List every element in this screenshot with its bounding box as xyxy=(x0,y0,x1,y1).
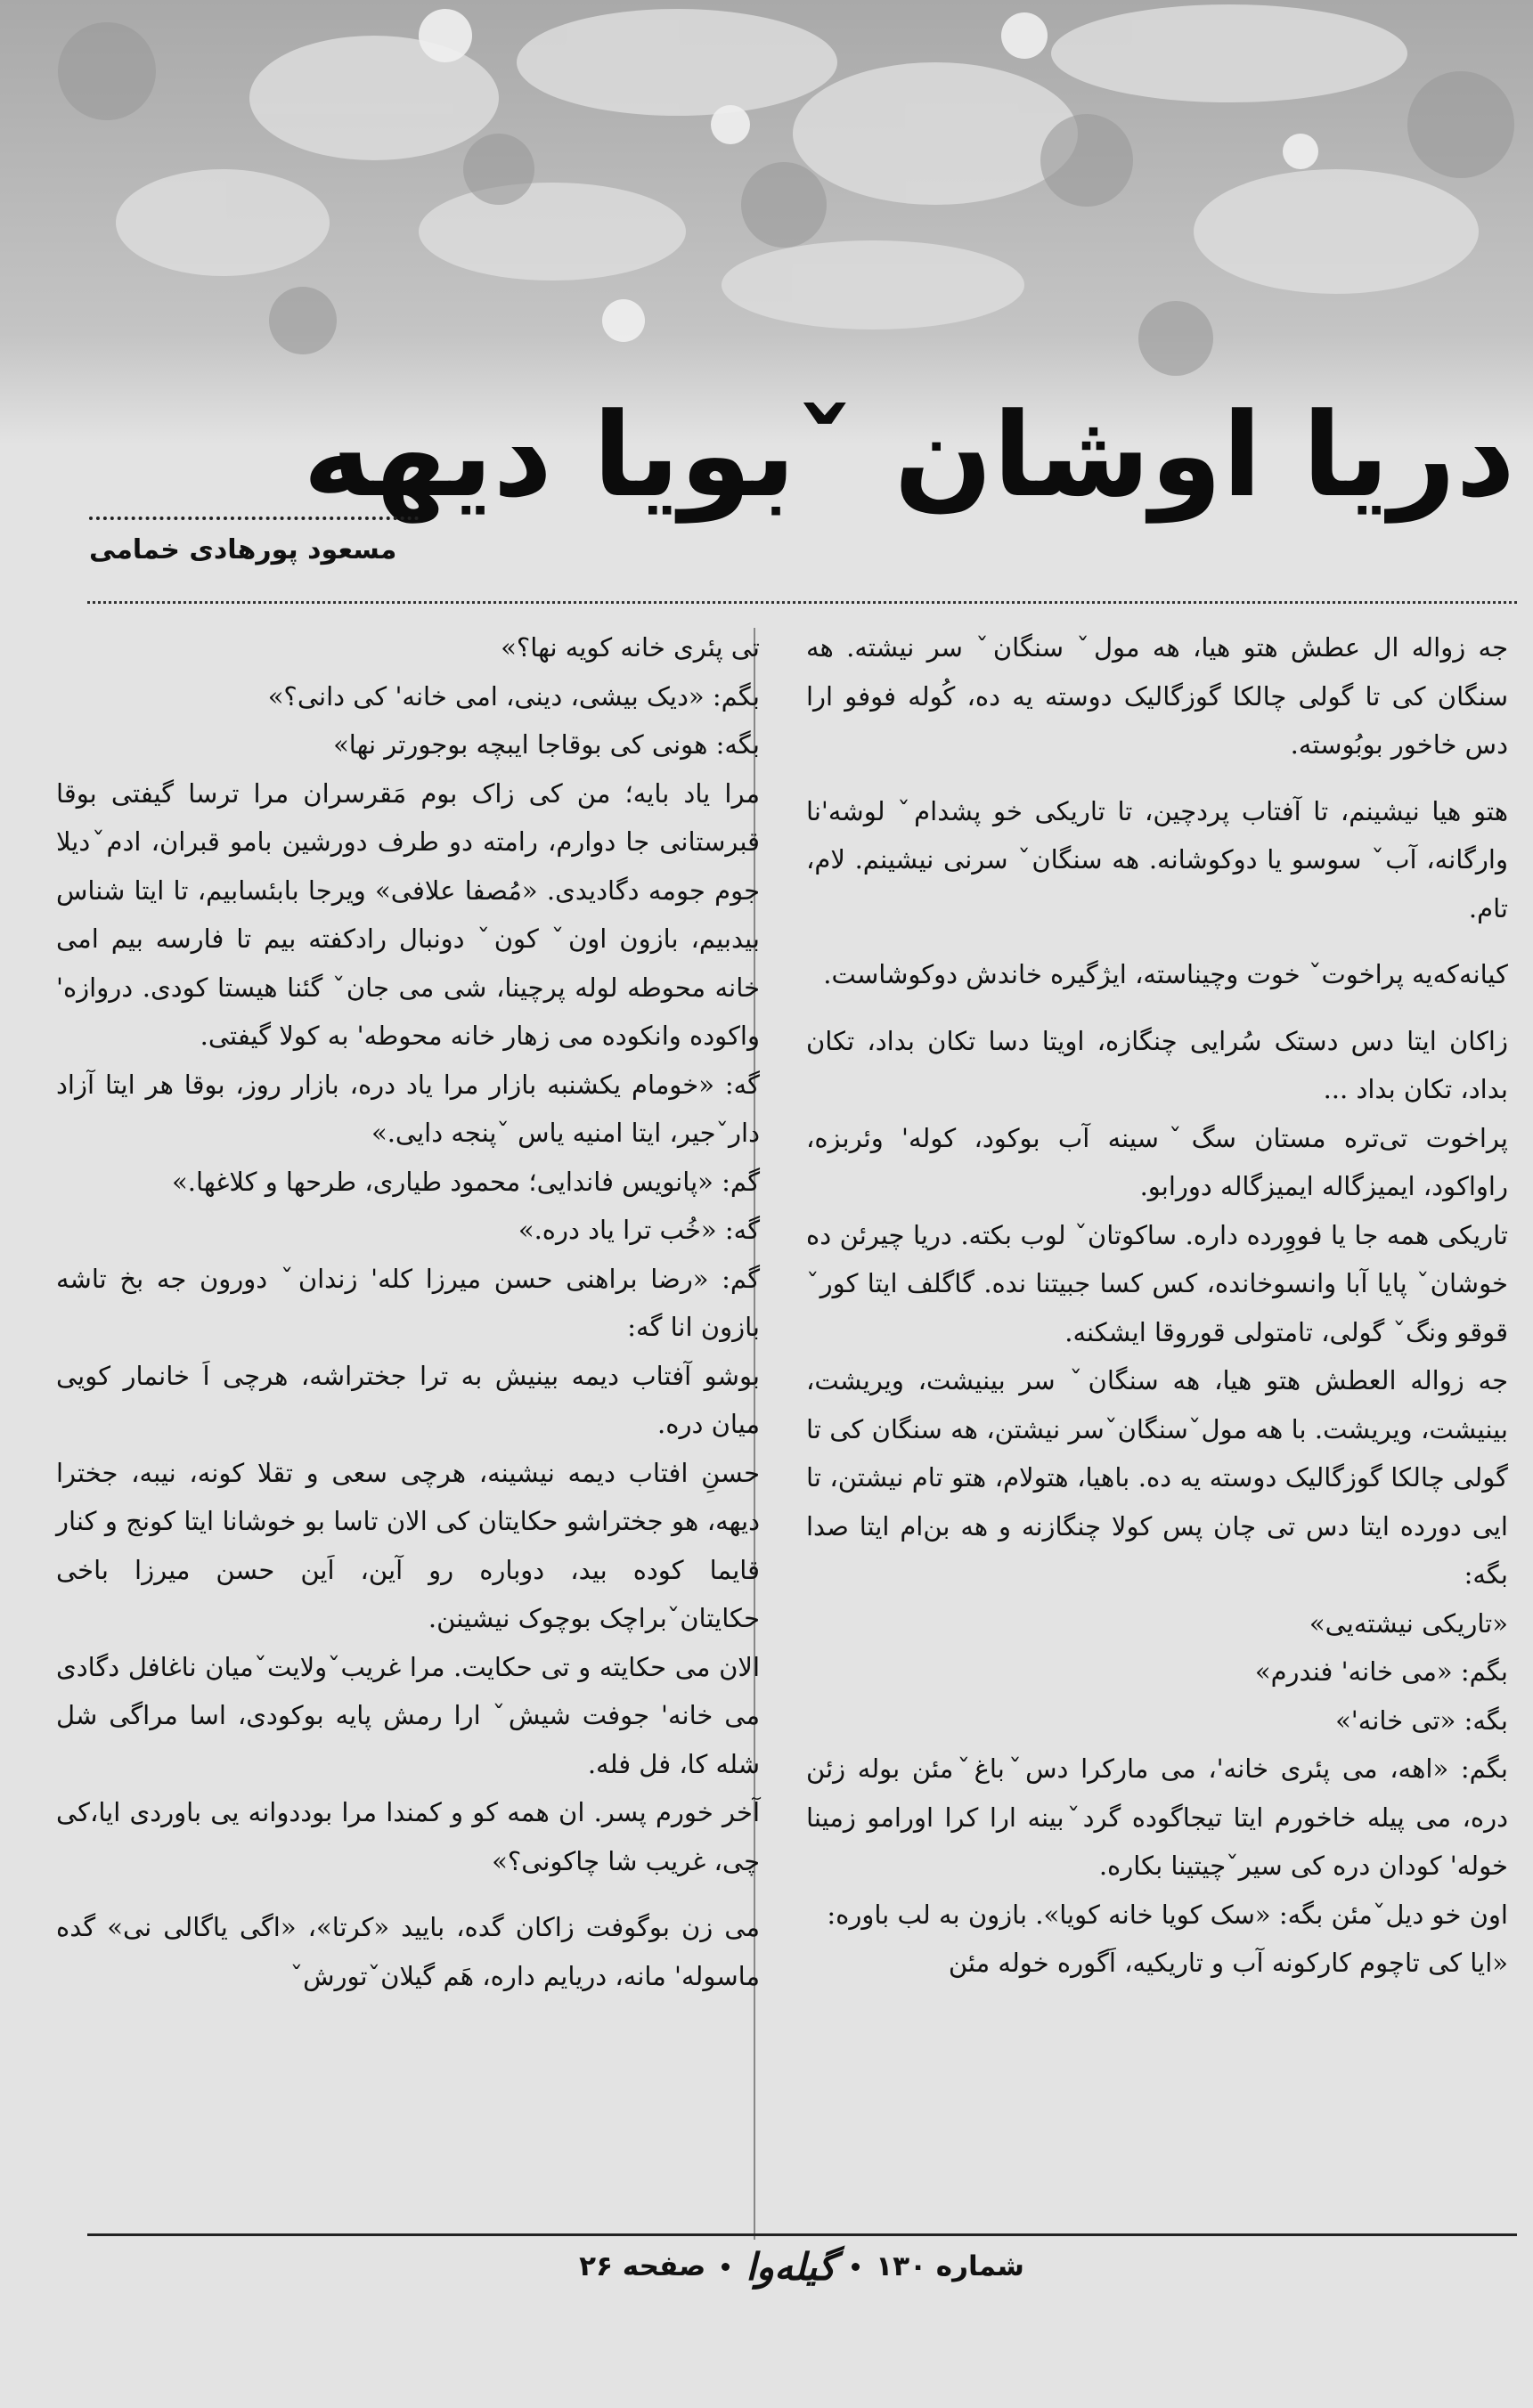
paragraph: جه زواله العطش هتو هیا، هه سنگانˇ سر بینیشت، ویریشت، بینیشت، ویریشت. با هه مولˇسنگانˇسر نیشتن، هه سنگان کی تا گولی چالکا گوزگالیک دوسته یه ده. باهیا، هتولام، هتو تام نیشتن، تا ایی دورده ایتا دس تی چان پس کولا چنگازنه و هه بن‌ام ایتا صدا بگه: xyxy=(806,1365,1508,1590)
article-title: دریا اوشان ˇبویا دیهه xyxy=(302,387,1515,523)
dialogue-line: بگم: «دیک بیشی، دینی، امی خانه' کی دانی؟» xyxy=(267,680,760,712)
bullet-icon xyxy=(722,2263,730,2271)
page-number: صفحه ۲۶ xyxy=(579,2250,706,2282)
paragraph: پراخوت تی‌تره مستان سگˇسینه آب بوکود، کوله' وئربزه، راواکود، ایمیزگاله ایمیزگاله دورابو. xyxy=(806,1122,1508,1201)
paragraph: زاکان ایتا دس دستک سُرایی چنگازه، اویتا دسا تکان بداد، تکان بداد، تکان بداد ... xyxy=(806,1025,1508,1104)
paragraph: جه زواله ال عطش هتو هیا، هه مولˇ سنگانˇ سر نیشته. هه سنگان کی تا گولی چالکا گوزگالیک دوسته یه ده، کُوله فوفو ارا دس خاخور بوبُوسته. xyxy=(806,632,1508,760)
paragraph: بوشو آفتاب دیمه بینیش به ترا جختراشه، هرچی اَ خانمار کویی میان دره. xyxy=(56,1360,760,1439)
paragraph: هتو هیا نیشینم، تا آفتاب پردچین، تا تاریکی خو پشدامˇ لوشه'نا وارگانه، آبˇ سوسو یا دوکوشانه. هه سنگانˇ سرنی نیشینم. لام، تام. xyxy=(806,795,1508,923)
bullet-icon xyxy=(852,2263,860,2271)
footer-divider xyxy=(87,2233,1517,2236)
paragraph: حسنِ افتاب دیمه نیشینه، هرچی سعی و تقلا کونه، نیبه، جخترا دیهه، هو جختراشو حکایتان کی الان تاسا بو خوشانا ایتا کونج و کنار قایما کوده بید، دوباره رو آین، اَین حسن میرزا باخی حکایتانˇبراچک بوچوک نیشینن. xyxy=(56,1457,760,1633)
paragraph: تاریکی همه جا یا فووِرده داره. ساکوتانˇ لوب بکته. دریا چیرئن ده خوشانˇ پایا آبا وانسوخانده، کس کسا جبیتنا نده. گاگلف ایتا کورˇ قوقو ونگˇ گولی، تامتولی قوروقا ایشکنه. xyxy=(806,1219,1508,1347)
page-footer xyxy=(552,2240,1051,2293)
dialogue-line: گه: «خُب ترا یاد دره.» xyxy=(518,1215,760,1245)
text-column-right xyxy=(806,623,1508,1988)
magazine-logo: گیله‌وا xyxy=(746,2244,836,2289)
dialogue-line: تی پئری خانه کویه نها؟» xyxy=(501,632,760,663)
tree-canopy-header-image xyxy=(0,0,1533,445)
paragraph: «ایا کی تاچوم کارکونه آب و تاریکیه، اَگوره خوله مئن xyxy=(948,1948,1508,1978)
paragraph: بگم: «اهه، می پئری خانه'، می مارکرا دسˇباغˇمئن بوله زئن دره، می پیله خاخورم ایتا تیجاگوده گردˇبینه ارا کرا اورامو زمینا خوله' کودان دره کی سیرˇچیتینا بکاره. xyxy=(806,1753,1508,1881)
paragraph: مرا یاد بایه؛ من کی زاک بوم مَقرسران مرا ترسا گیفتی بوقا قبرستانی جا دوارم، رامته دو طرف دورشین بامو قبران، ادمˇدیلا جوم جومه دگادیدی. «مُصفا علافی» ویرجا بابئسابیم، تا ایتا شناس بیدبیم، بازون اونˇ کونˇ دونبال رادکفته بیم تا فارسه بیم امی خانه محوطه لوله پرچینا، شی می جانˇ گئنا هیستا کودی. دروازه' واکوده وانکوده می زهار خانه محوطه' به کولا گیفتی. xyxy=(56,777,760,1051)
paragraph: آخر خورم پسر. ان همه کو و کمندا مرا بوددوانه یی باوردی ایا،کی چی، غریب شا چاکونی؟» xyxy=(56,1797,760,1876)
paragraph: اون خو دیلˇمئن بگه: «سک کویا خانه کویا». بازون به لب باوره: xyxy=(827,1899,1508,1930)
article-author: مسعود پورهادی خمامی xyxy=(89,534,397,565)
dialogue-line: بگم: «می خانه' فندرم» xyxy=(1254,1656,1508,1687)
dialogue-line: گم: «پانویس فاندایی؛ محمود طیاری، طرحها و کلاغها.» xyxy=(172,1166,760,1197)
author-divider xyxy=(89,517,419,520)
issue-number: شماره ۱۳۰ xyxy=(876,2250,1024,2282)
dialogue-line: بگه: هونی کی بوقاجا ایبچه بوجورتر نها» xyxy=(333,729,760,760)
paragraph: می زن بوگوفت زاکان گده، بایید «کرتا»، «اگی یاگالی نی» گده ماسوله' مانه، دریایم داره، هَم گیلانˇتورشˇ xyxy=(56,1912,760,1991)
paragraph: الان می حکایته و تی حکایت. مرا غریبˇولایتˇمیان ناغافل دگادی می خانه' جوفت شیشˇ ارا رمش پایه بوکودی، اسا مراگی شل شله کا، فل فله. xyxy=(56,1651,760,1779)
paragraph: گم: «رضا براهنی حسن میرزا کله' زندانˇ دورون جه بخ تاشه بازون انا گه: xyxy=(56,1263,760,1342)
text-column-left xyxy=(56,623,760,2000)
paragraph: کیانه‌که‌یه پراخوتˇ خوت وچیناسته، ایژگیره خاندش دوکوشاست. xyxy=(823,959,1508,989)
dialogue-line: بگه: «تی خانه'» xyxy=(1335,1704,1508,1736)
paragraph: گه: «خومام یکشنبه بازار مرا یاد دره، بازار روز، بوقا هر ایتا آزاد دارˇجیر، ایتا امنیه یاس ˇپنجه دایی.» xyxy=(56,1069,760,1148)
dialogue-line: «تاریکی نیشته‌یی» xyxy=(1309,1607,1508,1639)
header-divider xyxy=(87,601,1517,604)
